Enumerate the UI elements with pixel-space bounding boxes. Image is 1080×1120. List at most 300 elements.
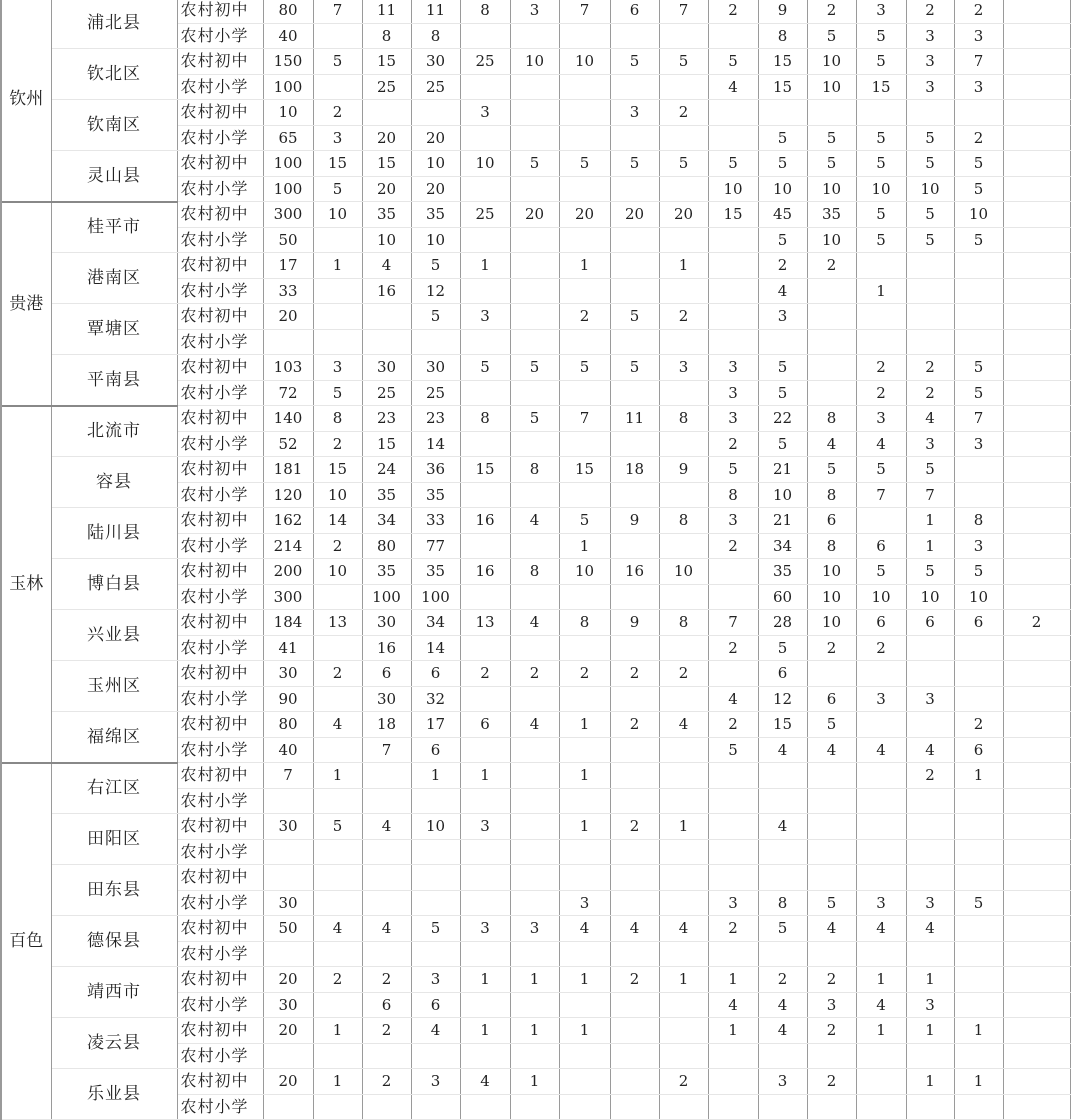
subject-count-cell: 2: [659, 304, 708, 330]
total-count-cell: 214: [263, 533, 313, 559]
subject-count-cell: 2: [856, 380, 906, 406]
subject-count-cell: [510, 482, 559, 508]
subject-count-cell: 5: [954, 890, 1003, 916]
subject-count-cell: 5: [411, 304, 460, 330]
subject-count-cell: 2: [610, 967, 659, 993]
subject-count-cell: 24: [362, 457, 411, 483]
school-type-cell: 农村初中: [177, 253, 263, 279]
subject-count-cell: 3: [906, 992, 954, 1018]
subject-count-cell: 22: [758, 406, 807, 432]
subject-count-cell: [856, 1069, 906, 1095]
subject-count-cell: 5: [954, 355, 1003, 381]
subject-count-cell: 2: [954, 125, 1003, 151]
subject-count-cell: 4: [559, 916, 610, 942]
city-cell: 贵港: [1, 202, 51, 406]
subject-count-cell: [610, 941, 659, 967]
subject-count-cell: [411, 788, 460, 814]
subject-count-cell: 1: [906, 533, 954, 559]
subject-count-cell: 2: [906, 763, 954, 789]
subject-count-cell: 20: [610, 202, 659, 228]
subject-count-cell: [708, 278, 758, 304]
table-row: [1, 1069, 1070, 1095]
subject-count-cell: 6: [906, 610, 954, 636]
subject-count-cell: 4: [807, 737, 856, 763]
subject-count-cell: 77: [411, 533, 460, 559]
subject-count-cell: 35: [411, 482, 460, 508]
subject-count-cell: [758, 865, 807, 891]
subject-count-cell: 15: [708, 202, 758, 228]
subject-count-cell: [510, 865, 559, 891]
subject-count-cell: [610, 125, 659, 151]
subject-count-cell: 4: [758, 737, 807, 763]
subject-count-cell: 10: [411, 227, 460, 253]
total-count-cell: 20: [263, 1069, 313, 1095]
subject-count-cell: [708, 253, 758, 279]
subject-count-cell: [659, 23, 708, 49]
subject-count-cell: 2: [313, 533, 362, 559]
subject-count-cell: [313, 304, 362, 330]
school-type-cell: 农村初中: [177, 559, 263, 585]
subject-count-cell: 10: [807, 584, 856, 610]
subject-count-cell: 30: [362, 610, 411, 636]
total-count-cell: [263, 1043, 313, 1069]
subject-count-cell: 5: [807, 151, 856, 177]
subject-count-cell: 10: [856, 584, 906, 610]
subject-count-cell: [659, 737, 708, 763]
subject-count-cell: 6: [954, 737, 1003, 763]
subject-count-cell: [510, 941, 559, 967]
subject-count-cell: 1: [659, 967, 708, 993]
subject-count-cell: [362, 890, 411, 916]
subject-count-cell: [460, 584, 510, 610]
subject-count-cell: 5: [954, 151, 1003, 177]
subject-count-cell: [313, 686, 362, 712]
subject-count-cell: [708, 763, 758, 789]
subject-count-cell: 3: [906, 686, 954, 712]
subject-count-cell: [659, 584, 708, 610]
subject-count-cell: 1: [906, 967, 954, 993]
subject-count-cell: 21: [758, 457, 807, 483]
subject-count-cell: [708, 304, 758, 330]
subject-count-cell: [610, 380, 659, 406]
school-type-cell: 农村初中: [177, 100, 263, 126]
subject-count-cell: 6: [954, 610, 1003, 636]
subject-count-cell: 5: [610, 49, 659, 75]
subject-count-cell: 1: [460, 253, 510, 279]
subject-count-cell: 5: [758, 151, 807, 177]
subject-count-cell: 5: [906, 202, 954, 228]
total-count-cell: 17: [263, 253, 313, 279]
subject-count-cell: [708, 1069, 758, 1095]
subject-count-cell: 16: [460, 559, 510, 585]
subject-count-cell: 2: [313, 661, 362, 687]
subject-count-cell: [510, 814, 559, 840]
total-count-cell: [263, 1094, 313, 1120]
subject-count-cell: 5: [758, 227, 807, 253]
subject-count-cell: 4: [411, 1018, 460, 1044]
subject-count-cell: 2: [758, 967, 807, 993]
subject-count-cell: 3: [460, 916, 510, 942]
subject-count-cell: 5: [659, 49, 708, 75]
subject-count-cell: 4: [708, 992, 758, 1018]
subject-count-cell: 2: [708, 635, 758, 661]
subject-count-cell: 35: [362, 202, 411, 228]
subject-count-cell: 7: [659, 0, 708, 23]
total-count-cell: 30: [263, 992, 313, 1018]
subject-count-cell: [411, 329, 460, 355]
subject-count-cell: [1003, 916, 1070, 942]
subject-count-cell: [510, 253, 559, 279]
subject-count-cell: [510, 1094, 559, 1120]
subject-count-cell: [856, 1094, 906, 1120]
subject-count-cell: 3: [906, 431, 954, 457]
school-type-cell: 农村小学: [177, 635, 263, 661]
subject-count-cell: [460, 380, 510, 406]
subject-count-cell: 4: [659, 712, 708, 738]
subject-count-cell: [659, 227, 708, 253]
subject-count-cell: 34: [758, 533, 807, 559]
subject-count-cell: 2: [559, 661, 610, 687]
subject-count-cell: 1: [708, 967, 758, 993]
subject-count-cell: [460, 941, 510, 967]
subject-count-cell: [807, 355, 856, 381]
subject-count-cell: [610, 686, 659, 712]
subject-count-cell: 20: [510, 202, 559, 228]
subject-count-cell: 10: [758, 176, 807, 202]
subject-count-cell: 5: [313, 176, 362, 202]
subject-count-cell: 5: [708, 737, 758, 763]
subject-count-cell: 5: [313, 814, 362, 840]
subject-count-cell: [758, 763, 807, 789]
table-row: [1, 49, 1070, 75]
subject-count-cell: 5: [758, 635, 807, 661]
subject-count-cell: 5: [954, 559, 1003, 585]
subject-count-cell: 10: [906, 176, 954, 202]
subject-count-cell: 16: [460, 508, 510, 534]
subject-count-cell: 3: [510, 916, 559, 942]
subject-count-cell: [313, 278, 362, 304]
county-cell: 凌云县: [51, 1018, 177, 1069]
subject-count-cell: [313, 329, 362, 355]
subject-count-cell: 23: [411, 406, 460, 432]
subject-count-cell: 3: [708, 355, 758, 381]
subject-count-cell: 4: [758, 278, 807, 304]
subject-count-cell: 1: [856, 1018, 906, 1044]
subject-count-cell: 2: [460, 661, 510, 687]
school-type-cell: 农村小学: [177, 482, 263, 508]
subject-count-cell: 28: [758, 610, 807, 636]
subject-count-cell: 2: [708, 533, 758, 559]
subject-count-cell: [1003, 533, 1070, 559]
subject-count-cell: 3: [708, 890, 758, 916]
subject-count-cell: [954, 967, 1003, 993]
subject-count-cell: [559, 788, 610, 814]
subject-count-cell: 5: [559, 508, 610, 534]
subject-count-cell: 2: [313, 431, 362, 457]
subject-count-cell: [906, 865, 954, 891]
county-cell: 平南县: [51, 355, 177, 406]
subject-count-cell: [510, 788, 559, 814]
subject-count-cell: [954, 278, 1003, 304]
subject-count-cell: [856, 865, 906, 891]
subject-count-cell: 15: [758, 74, 807, 100]
table-row: [1, 355, 1070, 381]
subject-count-cell: [708, 23, 758, 49]
subject-count-cell: [708, 559, 758, 585]
school-type-cell: 农村初中: [177, 304, 263, 330]
total-count-cell: 200: [263, 559, 313, 585]
school-type-cell: 农村小学: [177, 227, 263, 253]
subject-count-cell: 1: [659, 814, 708, 840]
subject-count-cell: [1003, 814, 1070, 840]
subject-count-cell: [362, 865, 411, 891]
table-row: [1, 1018, 1070, 1044]
subject-count-cell: 32: [411, 686, 460, 712]
table-row: [1, 916, 1070, 942]
subject-count-cell: 2: [659, 1069, 708, 1095]
total-count-cell: 162: [263, 508, 313, 534]
subject-count-cell: [559, 1094, 610, 1120]
subject-count-cell: 5: [954, 227, 1003, 253]
subject-count-cell: 2: [313, 967, 362, 993]
subject-count-cell: [954, 1094, 1003, 1120]
subject-count-cell: 5: [954, 176, 1003, 202]
total-count-cell: 80: [263, 0, 313, 23]
subject-count-cell: 45: [758, 202, 807, 228]
subject-count-cell: [559, 635, 610, 661]
subject-count-cell: 3: [708, 406, 758, 432]
school-type-cell: 农村初中: [177, 1018, 263, 1044]
subject-count-cell: 5: [708, 49, 758, 75]
subject-count-cell: 5: [758, 380, 807, 406]
subject-count-cell: 6: [807, 508, 856, 534]
total-count-cell: 50: [263, 916, 313, 942]
subject-count-cell: 5: [758, 431, 807, 457]
subject-count-cell: 8: [708, 482, 758, 508]
subject-count-cell: 30: [362, 355, 411, 381]
subject-count-cell: [708, 788, 758, 814]
subject-count-cell: 15: [856, 74, 906, 100]
subject-count-cell: [659, 380, 708, 406]
school-type-cell: 农村小学: [177, 992, 263, 1018]
total-count-cell: 100: [263, 176, 313, 202]
total-count-cell: 20: [263, 1018, 313, 1044]
school-type-cell: 农村初中: [177, 610, 263, 636]
subject-count-cell: 25: [411, 74, 460, 100]
subject-count-cell: [510, 278, 559, 304]
subject-count-cell: [1003, 1043, 1070, 1069]
subject-count-cell: [807, 100, 856, 126]
school-type-cell: 农村初中: [177, 355, 263, 381]
subject-count-cell: [610, 253, 659, 279]
county-cell: 灵山县: [51, 151, 177, 202]
subject-count-cell: 1: [856, 278, 906, 304]
subject-count-cell: [362, 763, 411, 789]
subject-count-cell: [856, 304, 906, 330]
subject-count-cell: 8: [807, 533, 856, 559]
total-count-cell: 120: [263, 482, 313, 508]
subject-count-cell: 5: [610, 304, 659, 330]
subject-count-cell: 4: [510, 610, 559, 636]
subject-count-cell: 7: [559, 0, 610, 23]
subject-count-cell: 17: [411, 712, 460, 738]
subject-count-cell: [856, 763, 906, 789]
subject-count-cell: [1003, 125, 1070, 151]
subject-count-cell: 2: [807, 1069, 856, 1095]
school-type-cell: 农村初中: [177, 865, 263, 891]
subject-count-cell: 6: [610, 0, 659, 23]
subject-count-cell: [559, 839, 610, 865]
subject-count-cell: 7: [906, 482, 954, 508]
subject-count-cell: 8: [659, 406, 708, 432]
subject-count-cell: [460, 992, 510, 1018]
subject-count-cell: 1: [313, 1069, 362, 1095]
subject-count-cell: [510, 635, 559, 661]
total-count-cell: 140: [263, 406, 313, 432]
subject-count-cell: 4: [856, 431, 906, 457]
subject-count-cell: [460, 431, 510, 457]
subject-count-cell: 3: [460, 814, 510, 840]
subject-count-cell: 1: [954, 763, 1003, 789]
subject-count-cell: [659, 74, 708, 100]
subject-count-cell: 1: [856, 967, 906, 993]
subject-count-cell: 1: [659, 253, 708, 279]
subject-count-cell: 10: [856, 176, 906, 202]
total-count-cell: 30: [263, 661, 313, 687]
subject-count-cell: [362, 304, 411, 330]
city-cell: 百色: [1, 763, 51, 1120]
subject-count-cell: [954, 482, 1003, 508]
subject-count-cell: [559, 431, 610, 457]
subject-count-cell: [906, 839, 954, 865]
school-type-cell: 农村初中: [177, 661, 263, 687]
subject-count-cell: [510, 890, 559, 916]
subject-count-cell: [758, 788, 807, 814]
subject-count-cell: [610, 1043, 659, 1069]
subject-count-cell: 4: [758, 814, 807, 840]
subject-count-cell: [313, 788, 362, 814]
subject-count-cell: [610, 278, 659, 304]
subject-count-cell: [1003, 686, 1070, 712]
subject-count-cell: [906, 661, 954, 687]
subject-count-cell: 5: [708, 151, 758, 177]
subject-count-cell: [708, 584, 758, 610]
subject-count-cell: [559, 176, 610, 202]
subject-count-cell: [708, 329, 758, 355]
subject-count-cell: [362, 1094, 411, 1120]
total-count-cell: 33: [263, 278, 313, 304]
subject-count-cell: 100: [411, 584, 460, 610]
subject-count-cell: 1: [460, 967, 510, 993]
subject-count-cell: 1: [559, 533, 610, 559]
subject-count-cell: 5: [758, 125, 807, 151]
subject-count-cell: [411, 941, 460, 967]
subject-count-cell: 1: [906, 1069, 954, 1095]
subject-count-cell: 1: [906, 508, 954, 534]
subject-count-cell: [1003, 559, 1070, 585]
subject-count-cell: 1: [954, 1069, 1003, 1095]
subject-count-cell: [807, 865, 856, 891]
county-cell: 德保县: [51, 916, 177, 967]
subject-count-cell: [906, 712, 954, 738]
subject-count-cell: 5: [313, 49, 362, 75]
total-count-cell: 300: [263, 202, 313, 228]
subject-count-cell: [559, 329, 610, 355]
subject-count-cell: 2: [708, 712, 758, 738]
subject-count-cell: 6: [856, 610, 906, 636]
subject-count-cell: 1: [559, 1018, 610, 1044]
subject-count-cell: [708, 865, 758, 891]
subject-count-cell: [610, 635, 659, 661]
subject-count-cell: 35: [362, 482, 411, 508]
subject-count-cell: [460, 227, 510, 253]
subject-count-cell: [906, 278, 954, 304]
subject-count-cell: [559, 1043, 610, 1069]
subject-count-cell: [1003, 661, 1070, 687]
subject-count-cell: [460, 278, 510, 304]
subject-count-cell: 4: [807, 916, 856, 942]
subject-count-cell: 23: [362, 406, 411, 432]
subject-count-cell: [313, 584, 362, 610]
subject-count-cell: [1003, 329, 1070, 355]
subject-count-cell: 5: [856, 559, 906, 585]
subject-count-cell: 5: [807, 712, 856, 738]
subject-count-cell: 10: [807, 49, 856, 75]
subject-count-cell: 4: [906, 737, 954, 763]
subject-count-cell: [1003, 635, 1070, 661]
total-count-cell: [263, 865, 313, 891]
school-type-cell: 农村初中: [177, 1069, 263, 1095]
subject-count-cell: [954, 788, 1003, 814]
subject-count-cell: 7: [856, 482, 906, 508]
subject-count-cell: 10: [807, 176, 856, 202]
subject-count-cell: 5: [708, 457, 758, 483]
subject-count-cell: 4: [659, 916, 708, 942]
subject-count-cell: 10: [313, 202, 362, 228]
subject-count-cell: [758, 100, 807, 126]
subject-count-cell: 5: [906, 125, 954, 151]
subject-count-cell: 5: [954, 380, 1003, 406]
subject-count-cell: [708, 814, 758, 840]
school-type-cell: 农村小学: [177, 533, 263, 559]
county-cell: 覃塘区: [51, 304, 177, 355]
city-cell: 玉林: [1, 406, 51, 763]
subject-count-cell: 30: [362, 686, 411, 712]
school-type-cell: 农村初中: [177, 763, 263, 789]
subject-count-cell: [659, 941, 708, 967]
school-type-cell: 农村小学: [177, 686, 263, 712]
subject-count-cell: 3: [954, 23, 1003, 49]
table-row: [1, 457, 1070, 483]
subject-count-cell: 25: [362, 380, 411, 406]
subject-count-cell: 3: [313, 125, 362, 151]
school-type-cell: 农村初中: [177, 202, 263, 228]
subject-count-cell: 15: [362, 151, 411, 177]
subject-count-cell: [610, 992, 659, 1018]
subject-count-cell: [559, 992, 610, 1018]
county-cell: 钦北区: [51, 49, 177, 100]
subject-count-cell: [1003, 839, 1070, 865]
subject-count-cell: [460, 890, 510, 916]
subject-count-cell: [559, 380, 610, 406]
subject-count-cell: [659, 1043, 708, 1069]
subject-count-cell: 1: [460, 763, 510, 789]
subject-count-cell: 35: [758, 559, 807, 585]
subject-count-cell: 5: [906, 227, 954, 253]
subject-count-cell: [610, 1094, 659, 1120]
subject-count-cell: 8: [411, 23, 460, 49]
subject-count-cell: [906, 100, 954, 126]
